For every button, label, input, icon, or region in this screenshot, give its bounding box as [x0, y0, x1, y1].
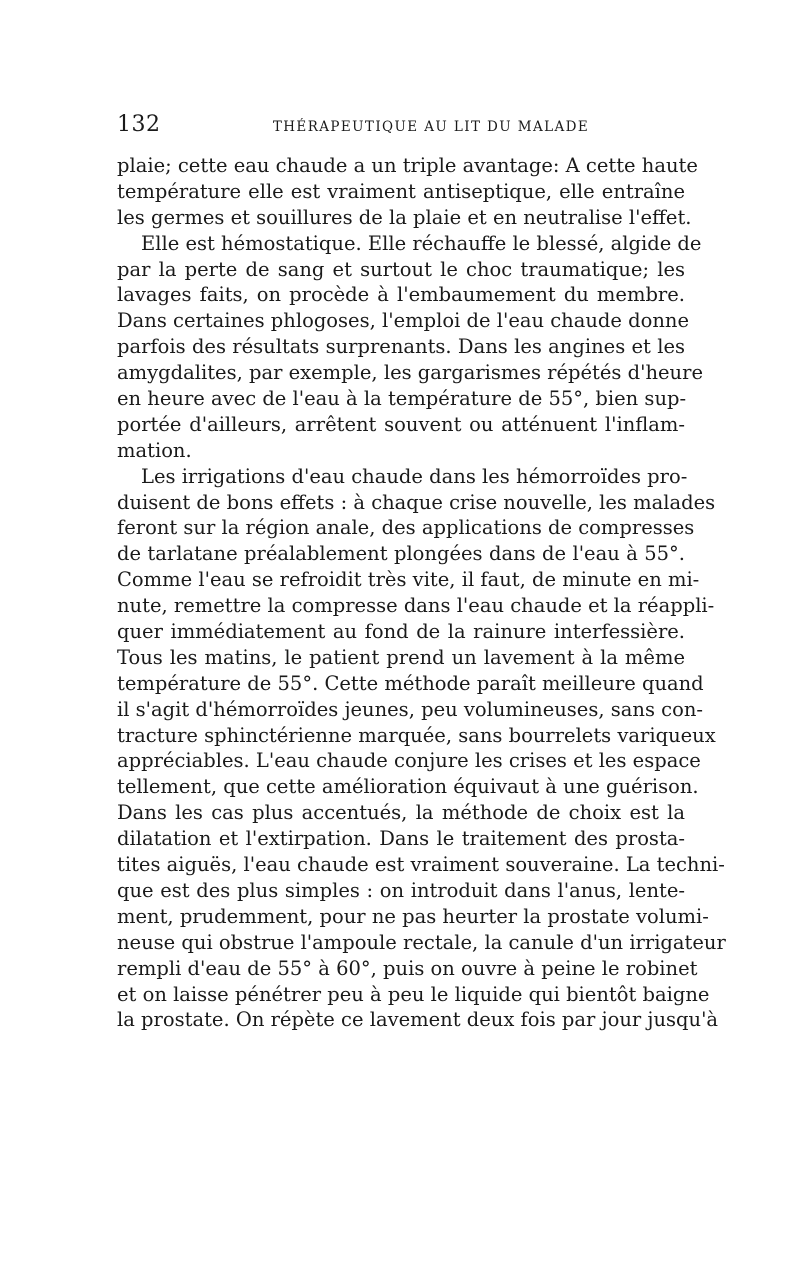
text-line: tracture sphinctérienne marquée, sans bourrelets variqueux	[117, 723, 716, 747]
text-line: amygdalites, par exemple, les gargarismes répétés d'heure	[117, 361, 703, 385]
text-line: neuse qui obstrue l'ampoule rectale, la canule d'un irrigateur	[117, 930, 726, 954]
text-line: mation.	[117, 438, 192, 462]
text-line: Tous les matins, le patient prend un lavement à la même	[117, 645, 685, 669]
text-line: il s'agit d'hémorroïdes jeunes, peu volumineuses, sans con-	[117, 697, 703, 721]
text-line: température elle est vraiment antiseptique, elle entraîne	[117, 179, 685, 203]
text-line: Dans certaines phlogoses, l'emploi de l'eau chaude donne	[117, 309, 690, 333]
text-line: ment, prudemment, pour ne pas heurter la prostate volumi-	[117, 904, 709, 928]
text-line: que est des plus simples : on introduit dans l'anus, lente-	[117, 878, 685, 902]
text-line: de tarlatane préalablement plongées dans de l'eau à 55°.	[117, 542, 685, 566]
text-line: tellement, que cette amélioration équivaut à une guérison.	[117, 775, 699, 799]
text-line: dilatation et l'extirpation. Dans le traitement des prosta-	[117, 827, 685, 851]
text-line: quer immédiatement au fond de la rainure interfessière.	[117, 620, 685, 644]
text-line: Dans les cas plus accentués, la méthode de choix est la	[117, 801, 685, 825]
text-line: tites aiguës, l'eau chaude est vraiment souveraine. La techni-	[117, 853, 725, 877]
page-number: 132	[117, 112, 161, 137]
text-line: température de 55°. Cette méthode paraît meilleure quand	[117, 671, 704, 695]
text-line: parfois des résultats surprenants. Dans les angines et les	[117, 335, 685, 359]
text-line: appréciables. L'eau chaude conjure les crises et les espace	[117, 749, 701, 773]
text-line: plaie; cette eau chaude a un triple avantage: A cette haute	[117, 154, 698, 177]
running-title: THÉRAPEUTIQUE AU LIT DU MALADE	[272, 119, 590, 135]
text-line: Elle est hémostatique. Elle réchauffe le blessé, algide de	[141, 231, 702, 255]
text-line: feront sur la région anale, des applications de compresses	[117, 516, 695, 540]
text-line: rempli d'eau de 55° à 60°, puis on ouvre à peine le robinet	[117, 956, 698, 980]
text-line: portée d'ailleurs, arrêtent souvent ou atténuent l'inflam-	[117, 412, 685, 436]
body-text	[117, 153, 726, 1033]
text-line: duisent de bons effets : à chaque crise nouvelle, les malades	[117, 490, 716, 514]
text-line: lavages faits, on procède à l'embaumement du membre.	[117, 283, 685, 307]
text-line: en heure avec de l'eau à la température de 55°, bien sup-	[117, 387, 687, 411]
text-line: les germes et souillures de la plaie et en neutralise l'effet.	[117, 205, 692, 229]
text-line: Les irrigations d'eau chaude dans les hémorroïdes pro-	[141, 464, 688, 488]
text-line: la prostate. On répète ce lavement deux fois par jour jusqu'à	[117, 1008, 719, 1032]
running-head	[117, 112, 685, 142]
text-line: Comme l'eau se refroidit très vite, il faut, de minute en mi-	[117, 568, 700, 592]
text-line: nute, remettre la compresse dans l'eau chaude et la réappli-	[117, 594, 715, 618]
text-line: et on laisse pénétrer peu à peu le liquide qui bientôt baigne	[117, 982, 710, 1006]
text-line: par la perte de sang et surtout le choc traumatique; les	[117, 257, 685, 281]
